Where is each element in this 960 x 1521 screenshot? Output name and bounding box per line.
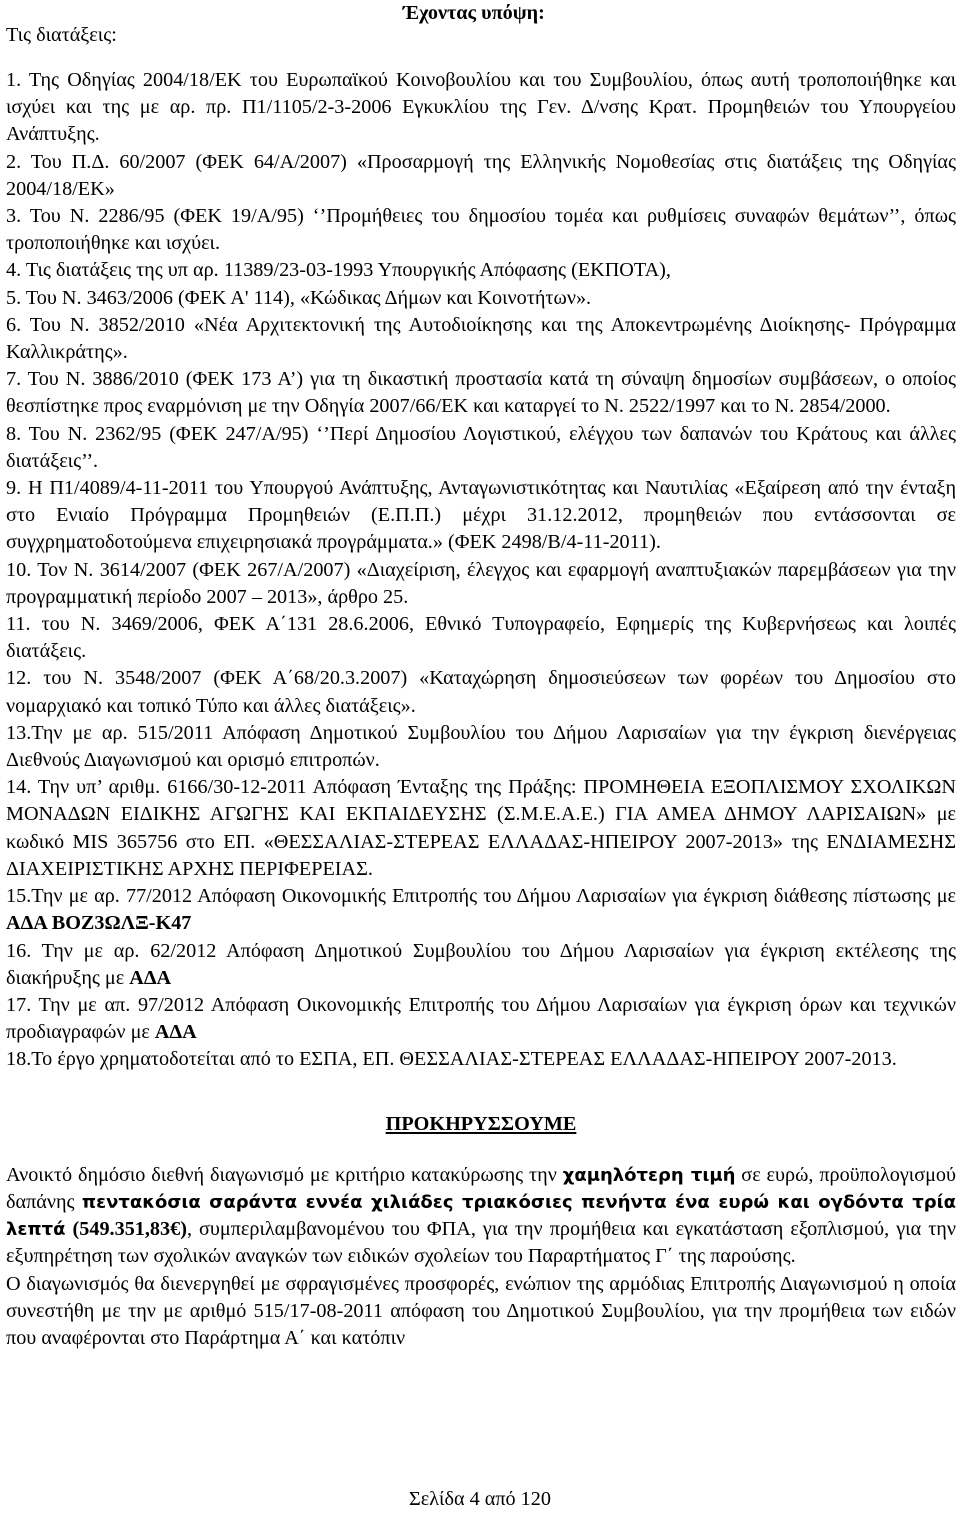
ada-code: ΑΔΑ ΒΟΖ3ΩΛΞ-Κ47 bbox=[6, 912, 192, 935]
list-item: 14. Την υπ’ αριθμ. 6166/30-12-2011 Απόφαση Ένταξης της Πράξης: ΠΡΟΜΗΘΕΙΑ ΕΞΟΠΛΙΣΜΟΥ ΣΧΟΛΙΚΩΝ ΜΟΝΑΔΩΝ ΕΙΔΙΚΗΣ ΑΓΩΓΗΣ ΚΑΙ ΕΚΠΑΙΔΕΥΣΗΣ (Σ.Μ.Ε.Α.Ε.) ΓΙΑ ΑΜΕΑ ΔΗΜΟΥ ΛΑΡΙΣΑΙΩΝ» με κωδικό MIS 365756 στο ΕΠ. «ΘΕΣΣΑΛΙΑΣ-ΣΤΕΡΕΑΣ ΕΛΛΑΔΑΣ-ΗΠΕΙΡΟΥ 2007-2013» της ΕΝΔΙΑΜΕΣΗΣ ΔΙΑΧΕΙΡΙΣΤΙΚΗΣ ΑΡΧΗΣ ΠΕΡΙΦΕΡΕΙΑΣ. bbox=[6, 776, 956, 880]
amount-in-words: πεντακόσια σαράντα εννέα χιλιάδες τριακόσιες πενήντα ένα ευρώ και ογδόντα τρία λεπτά bbox=[6, 1191, 956, 1241]
item-text: 17. Την με απ. 97/2012 Απόφαση Οικονομικής Επιτροπής του Δήμου Λαρισαίων για έγκριση όρων και τεχνικών προδιαγραφών με bbox=[6, 993, 956, 1044]
list-item: 12. του Ν. 3548/2007 (ΦΕΚ Α΄68/20.3.2007) «Καταχώρηση δημοσιεύσεων των φορέων του Δημοσίου στο νομαρχιακό και τοπικό Τύπο και άλλες διατάξεις». bbox=[6, 667, 956, 717]
declare-title: ΠΡΟΚΗΡΥΣΣΟΥΜΕ bbox=[385, 1112, 577, 1135]
ada-code: ΑΔΑ bbox=[154, 1021, 197, 1044]
page-number: Σελίδα 4 από 120 bbox=[409, 1488, 551, 1510]
list-item: 18.Το έργο χρηματοδοτείται από το ΕΣΠΑ, ΕΠ. ΘΕΣΣΑΛΙΑΣ-ΣΤΕΡΕΑΣ ΕΛΛΑΔΑΣ-ΗΠΕΙΡΟΥ 2007-2013. bbox=[6, 1048, 897, 1071]
list-item: 10. Τον Ν. 3614/2007 (ΦΕΚ 267/Α/2007) «Διαχείριση, έλεγχος και εφαρμογή αναπτυξιακών παρεμβάσεων για την προγραμματική περίοδο 2007 – 2013», άρθρο 25. bbox=[6, 558, 956, 608]
list-item: 13.Την με αρ. 515/2011 Απόφαση Δημοτικού Συμβουλίου του Δήμου Λαρισαίων για την έγκριση διενέργειας Διεθνούς Διαγωνισμού και ορισμό επιτροπών. bbox=[6, 721, 956, 772]
ada-code: ΑΔΑ bbox=[129, 966, 172, 989]
list-item: 2. Του Π.Δ. 60/2007 (ΦΕΚ 64/Α/2007) «Προσαρμογή της Ελληνικής Νομοθεσίας στις διατάξεις της Οδηγίας 2004/18/ΕΚ» bbox=[6, 150, 956, 200]
amount-in-figures: (549.351,83€) bbox=[65, 1218, 187, 1241]
item-text: 15.Την με αρ. 77/2012 Απόφαση Οικονομικής Επιτροπής του Δήμου Λαρισαίων για έγκριση διάθεσης πίστωσης με bbox=[6, 885, 956, 908]
list-item: 4. Τις διατάξεις της υπ αρ. 11389/23-03-1993 Υπουργικής Απόφασης (ΕΚΠΟΤΑ), bbox=[6, 259, 671, 282]
list-item: 11. του Ν. 3469/2006, ΦΕΚ Α΄131 28.6.2006, Εθνικό Τυπογραφείο, Εφημερίς της Κυβερνήσεως και λοιπές διατάξεις. bbox=[6, 613, 956, 663]
tender-paragraph bbox=[6, 1162, 956, 1271]
document-page bbox=[6, 0, 956, 1352]
having-considered-label: Έχοντας υπόψη: bbox=[403, 2, 545, 24]
list-item: 1. Της Οδηγίας 2004/18/ΕΚ του Ευρωπαϊκού Κοινοβουλίου και του Συμβουλίου, όπως αυτή τροποποιήθηκε και ισχύει και της με αρ. πρ. Π1/1105/2-3-2006 Εγκυκλίου της Γεν. Δ/νσης Κρατ. Προμηθειών του Υπουργείου Ανάπτυξης. bbox=[6, 69, 956, 146]
para-text: Ανοικτό δημόσιο διεθνή διαγωνισμό με κριτήριο κατακύρωσης την bbox=[6, 1163, 563, 1186]
list-item: 6. Του Ν. 3852/2010 «Νέα Αρχιτεκτονική της Αυτοδιοίκησης και της Αποκεντρωμένης Διοίκησης- Πρόγραμμα Καλλικράτης». bbox=[6, 313, 956, 364]
decisions-label: Τις διατάξεις: bbox=[6, 24, 117, 46]
list-item: 8. Του Ν. 2362/95 (ΦΕΚ 247/Α/95) ‘’Περί Δημοσίου Λογιστικού, ελέγχου των δαπανών του Κράτους και άλλες διατάξεις’’. bbox=[6, 422, 956, 472]
list-item: 9. Η Π1/4089/4-11-2011 του Υπουργού Ανάπτυξης, Ανταγωνιστικότητας και Ναυτιλίας «Εξαίρεση από την ένταξη στο Ενιαίο Πρόγραμμα Προμηθειών (Ε.Π.Π.) μέχρι 31.12.2012, προμηθειών που εντάσσονται σε συγχρηματοδοτούμενα επιχειρησιακά προγράμματα.» (ΦΕΚ 2498/Β/4-11-2011). bbox=[6, 477, 956, 554]
list-item: 3. Του Ν. 2286/95 (ΦΕΚ 19/Α/95) ‘’Προμήθειες του δημοσίου τομέα και ρυθμίσεις συναφών θεμάτων’’, όπως τροποποιήθηκε και ισχύει. bbox=[6, 205, 956, 255]
list-item: 7. Του Ν. 3886/2010 (ΦΕΚ 173 Α’) για τη δικαστική προστασία κατά τη σύναψη δημοσίων συμβάσεων, ο οποίος θεσπίστηκε προς εναρμόνιση με την Οδηγία 2007/66/ΕΚ και καταργεί το Ν. 2522/1997 και το Ν. 2854/2000. bbox=[6, 368, 956, 418]
header-row bbox=[6, 0, 956, 64]
list-item bbox=[6, 883, 956, 937]
award-criterion: χαμηλότερη τιμή bbox=[562, 1164, 736, 1186]
procedure-paragraph: Ο διαγωνισμός θα διενεργηθεί με σφραγισμένες προσφορές, ενώπιον της αρμόδιας Επιτροπής Διαγωνισμού η οποία συνεστήθη με την με αριθμό 515/17-08-2011 απόφαση του Δημοτικού Συμβουλίου, για την προμήθεια των ειδών που αναφέρονται στο Παράρτημα Α΄ και κατόπιν bbox=[6, 1272, 956, 1349]
para-text: , συμπεριλαμβανομένου του ΦΠΑ, για την προμήθεια και εγκατάσταση εξοπλισμού, για την εξυπηρέτηση των σχολικών αναγκών των ειδικών σχολείων του Παραρτήματος Γ΄ της παρούσης. bbox=[6, 1218, 956, 1268]
item-text: 16. Την με αρ. 62/2012 Απόφαση Δημοτικού Συμβουλίου του Δήμου Λαρισαίων για έγκριση εκτέλεσης της διακήρυξης με bbox=[6, 939, 956, 989]
list-item bbox=[6, 992, 956, 1046]
para-text: σε ευρώ, προϋπολογισμού δαπάνης bbox=[6, 1163, 956, 1213]
list-item bbox=[6, 938, 956, 992]
considerations-list bbox=[6, 67, 956, 1074]
list-item: 5. Του Ν. 3463/2006 (ΦΕΚ Α' 114), «Κώδικας Δήμων και Κοινοτήτων». bbox=[6, 286, 592, 309]
